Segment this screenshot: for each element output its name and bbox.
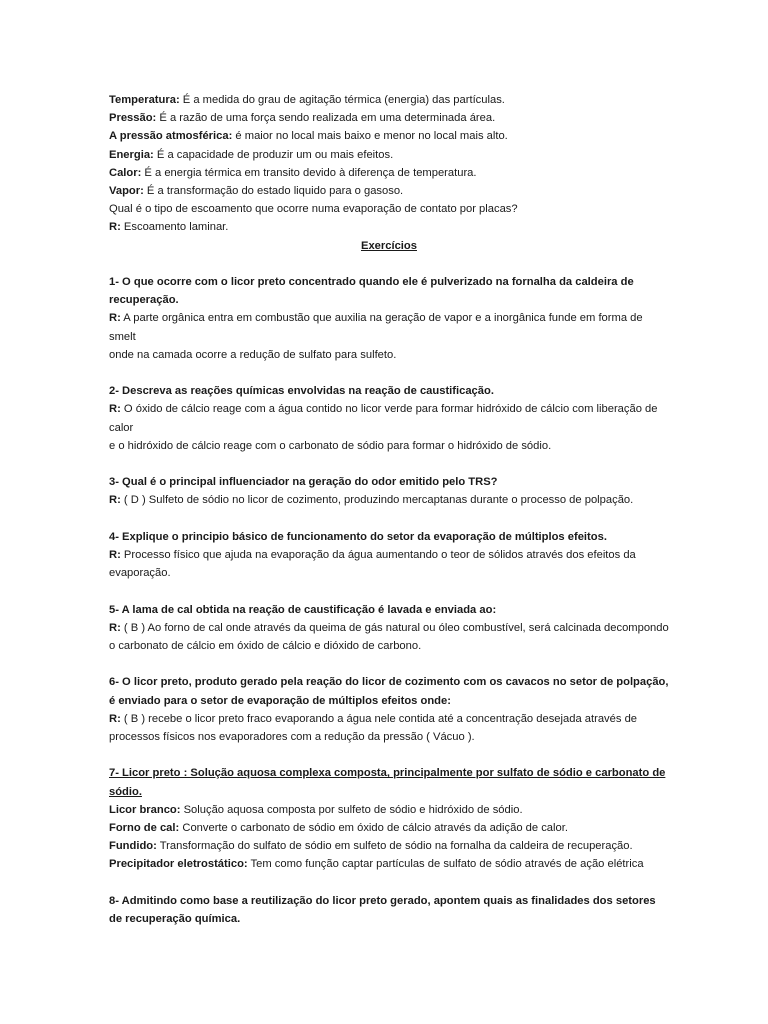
- definition-energia: Energia: É a capacidade de produzir um ou mais efeitos.: [109, 148, 394, 161]
- answer-1: R: A parte orgânica entra em combustão que auxilia na geração de vapor e a inorgânica funde em forma de smelt: [109, 312, 643, 343]
- q7-item-licor-branco: Licor branco: Solução aquosa composta por sulfeto de sódio e hidróxido de sódio.: [109, 803, 523, 816]
- question-6: 6- O licor preto, produto gerado pela reação do licor de cozimento com os cavacos no setor de polpação, é enviado para o setor de evaporação de múltiplos efeitos onde:: [109, 676, 669, 707]
- section-title: Exercícios: [361, 239, 417, 252]
- answer-2: R: O óxido de cálcio reage com a água contido no licor verde para formar hidróxido de cálcio com liberação de calor: [109, 403, 658, 434]
- answer-6: R: ( B ) recebe o licor preto fraco evaporando a água nele contida até a concentração desejada através de processos físicos nos evaporadores com a redução da pressão ( Vácuo ).: [109, 712, 638, 744]
- intro-answer: R: Escoamento laminar.: [109, 221, 229, 234]
- question-8: 8- Admitindo como base a reutilização do licor preto gerado, apontem quais as finalidades dos setores de recuperação química.: [109, 894, 656, 926]
- answer-2-continued: e o hidróxido de cálcio reage com o carbonato de sódio para formar o hidróxido de sódio.: [109, 439, 552, 452]
- document-page: [109, 91, 669, 928]
- question-2: 2- Descreva as reações químicas envolvidas na reação de caustificação.: [109, 385, 494, 398]
- intro-question: Qual é o tipo de escoamento que ocorre numa evaporação de contato por placas?: [109, 203, 518, 216]
- answer-5-continued: o carbonato de cálcio em óxido de cálcio e dióxido de carbono.: [109, 640, 422, 653]
- question-1: 1- O que ocorre com o licor preto concentrado quando ele é pulverizado na fornalha da caldeira de recuperação.: [109, 276, 634, 307]
- definition-pressao-atmosferica: A pressão atmosférica: é maior no local mais baixo e menor no local mais alto.: [109, 130, 508, 143]
- definition-calor: Calor: É a energia térmica em transito devido à diferença de temperatura.: [109, 166, 477, 179]
- answer-3: R: ( D ) Sulfeto de sódio no licor de cozimento, produzindo mercaptanas durante o processo de polpação.: [109, 494, 634, 507]
- definition-temperatura: Temperatura: É a medida do grau de agitação térmica (energia) das partículas.: [109, 94, 505, 106]
- question-5: 5- A lama de cal obtida na reação de caustificação é lavada e enviada ao:: [109, 603, 497, 616]
- question-4: 4- Explique o principio básico de funcionamento do setor da evaporação de múltiplos efeitos.: [109, 530, 607, 543]
- q7-item-precipitador: Precipitador eletrostático: Tem como função captar partículas de sulfato de sódio através de ação elétrica: [109, 858, 644, 871]
- answer-5: R: ( B ) Ao forno de cal onde através da queima de gás natural ou óleo combustível, será calcinada decompondo: [109, 621, 669, 634]
- answer-4: R: Processo físico que ajuda na evaporação da água aumentando o teor de sólidos através dos efeitos da evaporação.: [109, 549, 636, 580]
- question-3: 3- Qual é o principal influenciador na geração do odor emitido pelo TRS?: [109, 476, 498, 489]
- answer-1-continued: onde na camada ocorre a redução de sulfato para sulfeto.: [109, 348, 397, 361]
- definition-vapor: Vapor: É a transformação do estado liquido para o gasoso.: [109, 185, 404, 198]
- q7-item-forno-de-cal: Forno de cal: Converte o carbonato de sódio em óxido de cálcio através da adição de calor.: [109, 822, 568, 835]
- q7-item-fundido: Fundido: Transformação do sulfato de sódio em sulfeto de sódio na fornalha da caldeira de recuperação.: [109, 840, 633, 853]
- definition-pressao: Pressão: É a razão de uma força sendo realizada em uma determinada área.: [109, 112, 496, 125]
- question-7-title: 7- Licor preto : Solução aquosa complexa composta, principalmente por sulfato de sódio e carbonato de sódio.: [109, 767, 666, 798]
